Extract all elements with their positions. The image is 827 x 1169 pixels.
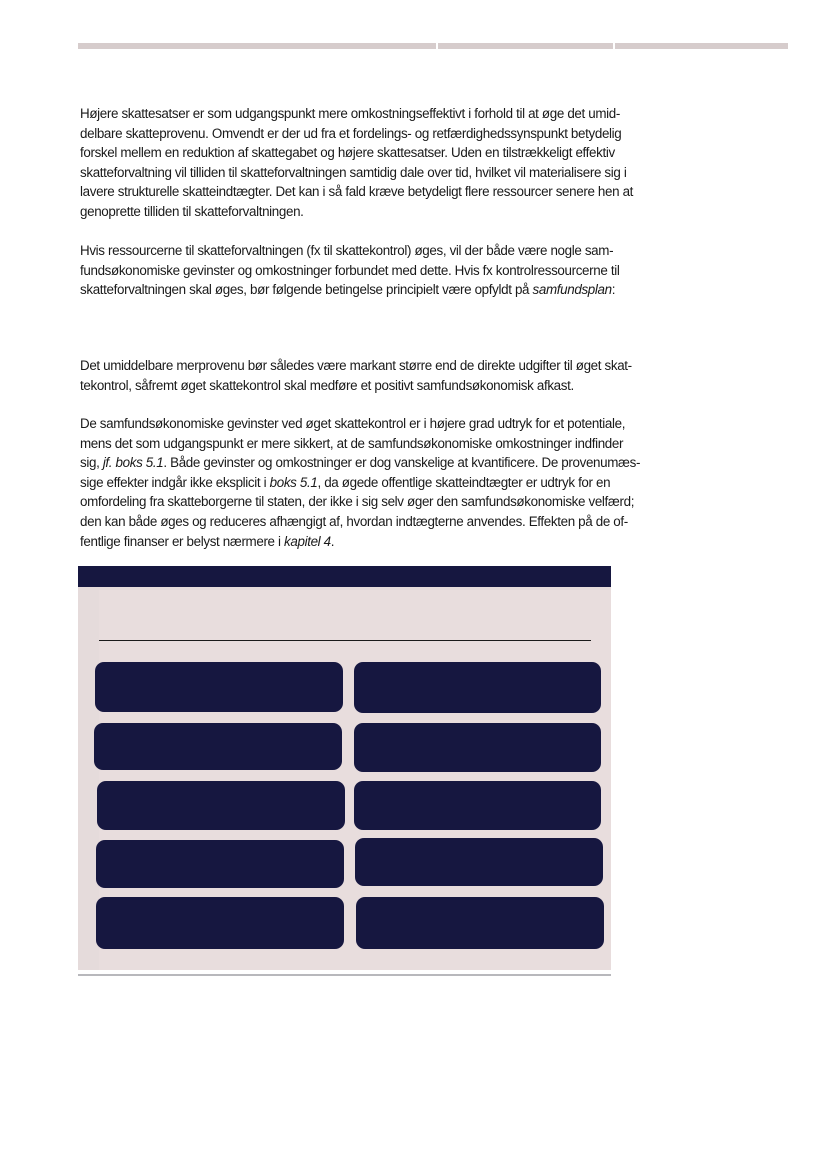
box-column-rule: [99, 640, 591, 641]
box-tile-right-1: [354, 662, 601, 713]
text-line: omfordeling fra skatteborgerne til staten, der ikke i sig selv øger den samfundsøkonomiske velfærd;: [80, 494, 635, 510]
box-tile-left-1: [95, 662, 343, 712]
text-run: fentlige finanser er belyst nærmere i: [80, 533, 285, 549]
top-rule-gap: [613, 43, 615, 49]
text-line: delbare skatteprovenu. Omvendt er der ud fra et fordelings- og retfærdighedssynspunkt betydelig: [80, 125, 622, 141]
text-line: [80, 532, 615, 552]
text-run: skatteforvaltningen skal øges, bør følgende betingelse principielt være opfyldt på: [80, 282, 533, 298]
box-tile-left-4: [96, 840, 344, 888]
paragraph-1: [80, 104, 634, 222]
box-header: [78, 566, 611, 587]
text-line: den kan både øges og reduceres afhængigt af, hvordan indtægterne anvendes. Effekten på de of-: [80, 513, 628, 529]
text-line: skatteforvaltning vil tilliden til skatteforvaltningen samtidig dale over tid, hvilket vil materialisere sig i: [80, 164, 627, 180]
text-line: tekontrol, såfremt øget skattekontrol skal medføre et positivt samfundsøkonomisk afkast.: [80, 377, 574, 393]
text-line: [80, 280, 615, 300]
text-run: sige effekter indgår ikke eksplicit i: [80, 474, 270, 490]
paragraph-4: [80, 414, 641, 551]
text-line: forskel mellem en reduktion af skattegabet og højere skattesatser. Uden en tilstrækkeligt effektiv: [80, 145, 615, 161]
box-tile-right-4: [355, 838, 603, 886]
text-run: sig,: [80, 455, 103, 471]
box-reference-link: boks 5.1: [269, 474, 318, 490]
text-line: [80, 453, 641, 473]
top-rule-gap: [436, 43, 438, 49]
text-line: Hvis ressourcerne til skatteforvaltningen (fx til skattekontrol) øges, vil der både være nogle sam-: [80, 243, 614, 258]
text-run: :: [611, 282, 616, 298]
text-run: .: [330, 533, 335, 549]
text-line: lavere strukturelle skatteindtægter. Det kan i så fald kræve betydeligt flere ressourcer senere hen at: [80, 184, 634, 200]
box-tile-left-5: [96, 897, 344, 949]
box-tile-right-2: [354, 723, 601, 772]
text-line: [80, 473, 615, 493]
box-tile-right-5: [356, 897, 604, 949]
text-line: Højere skattesatser er som udgangspunkt mere omkostningseffektivt i forhold til at øge det umid-: [80, 106, 620, 121]
text-line: De samfundsøkonomiske gevinster ved øget skattekontrol er i højere grad udtryk for et potentiale,: [80, 416, 626, 431]
chapter-reference-link: kapitel 4: [284, 533, 331, 549]
text-run: . Både gevinster og omkostninger er dog vanskelige at kvantificere. De provenumæs-: [163, 455, 641, 471]
paragraph-3: [80, 356, 632, 395]
box-tile-left-3: [97, 781, 345, 830]
text-line: fundsøkonomiske gevinster og omkostninger forbundet med dette. Hvis fx kontrolressourcerne til: [80, 262, 620, 278]
top-rule: [78, 43, 788, 49]
italic-term: samfundsplan: [532, 282, 612, 298]
box-tile-left-2: [94, 723, 342, 770]
text-line: genoprette tilliden til skatteforvaltningen.: [80, 203, 304, 219]
text-run: , da øgede offentlige skatteindtægter er udtryk for en: [317, 474, 611, 490]
box-reference-link: jf. boks 5.1: [102, 455, 164, 471]
box-tile-right-3: [354, 781, 601, 830]
text-line: mens det som udgangspunkt er mere sikkert, at de samfundsøkonomiske omkostninger indfinder: [80, 435, 624, 451]
box-bottom-rule: [78, 974, 611, 976]
text-line: Det umiddelbare merprovenu bør således være markant større end de direkte udgifter til øget skat-: [80, 358, 632, 373]
paragraph-2: [80, 241, 620, 300]
